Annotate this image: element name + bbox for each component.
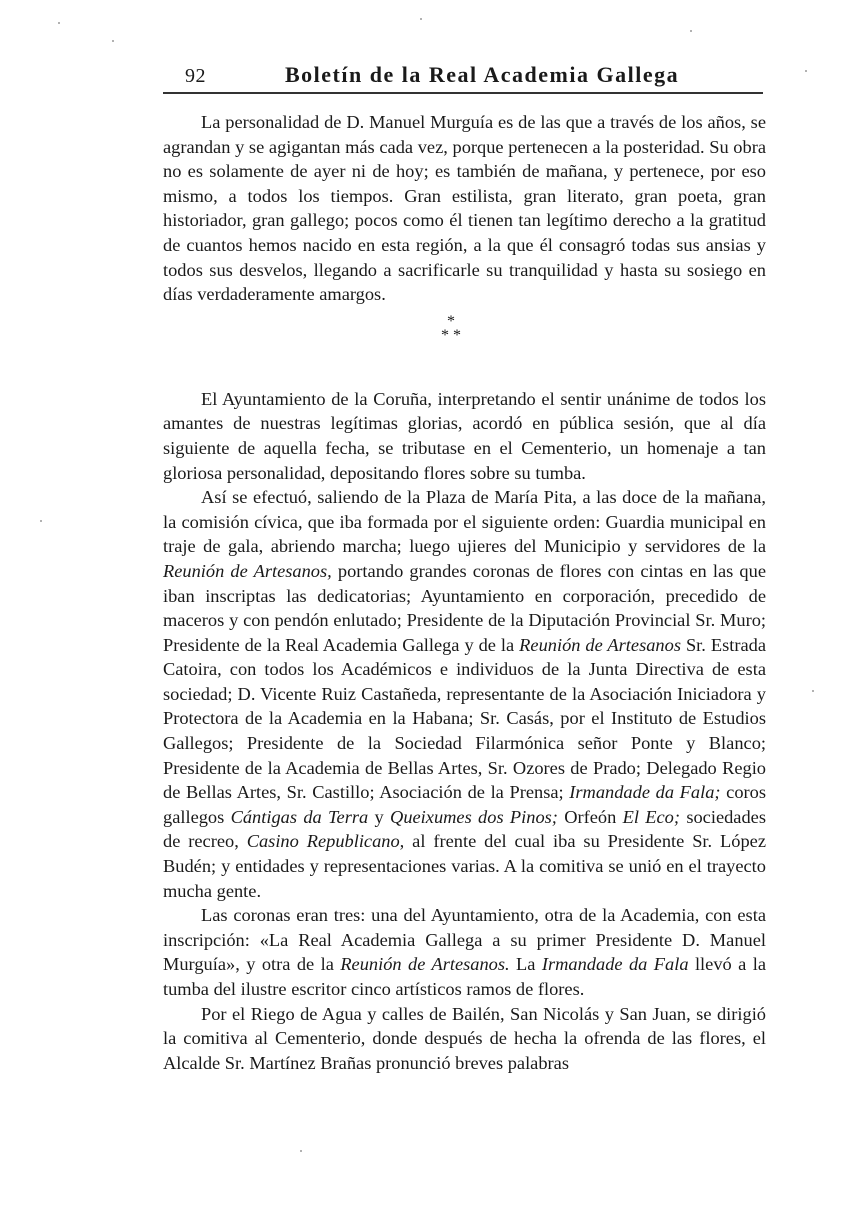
text-run: La: [509, 954, 542, 975]
asterism: * * *: [441, 312, 461, 344]
running-title: Boletín de la Real Academia Gallega: [285, 62, 680, 87]
paragraph-3: [163, 485, 766, 903]
page-header: [163, 58, 770, 94]
paper-speck: [58, 22, 60, 24]
text-run: y: [368, 806, 391, 827]
header-rule: [163, 92, 763, 94]
text-run: Las coronas eran tres: una del Ayuntamiento, otra de la Academia, con esta inscripción: «La Real Academia Gallega a su primer Presidente D. Manuel Murguía», y otra de la: [163, 905, 766, 975]
article-body: [163, 110, 766, 1075]
page-number: 92: [185, 65, 206, 87]
paper-speck: [805, 70, 807, 72]
text-run: portando grandes coronas de flores con cintas en las que iban inscriptas las dedicatorias; Ayuntamiento en corporación, precedido de maceros y con pendón enlutado; Presidente de la Diputación Provincial Sr. Muro; Presidente de la Real Academia Gallega y de la: [163, 560, 766, 655]
text-run: Así se efectuó, saliendo de la Plaza de María Pita, a las doce de la mañana, la comisión cívica, que iba formada por el siguiente orden: Guardia municipal en traje de gala, abriendo marcha; luego ujieres del Municipio y servidores de la: [163, 487, 766, 557]
italic-run: Queixumes dos Pinos;: [390, 806, 558, 827]
text-run: Sr. Estrada Catoira, con todos los Académicos e individuos de la Junta Directiva de esta sociedad; D. Vicente Ruiz Castañeda, representante de la Asociación Iniciadora y Protectora de la Academia en la Habana; Sr. Casás, por el Instituto de Estudios Gallegos; Presidente de la Sociedad Filarmónica señor Ponte y Blanco; Presidente de la Academia de Bellas Artes, Sr. Ozores de Prado; Delegado Regio de Bellas Artes, Sr. Castillo; Asociación de la Prensa;: [163, 634, 766, 803]
italic-run: Casino Republicano,: [246, 831, 405, 852]
italic-run: Reunión de Artesanos: [519, 634, 681, 655]
italic-run: Reunión de Artesanos.: [340, 954, 510, 975]
paper-speck: [112, 40, 114, 42]
section-break: [163, 307, 766, 387]
text-run: al frente del cual iba su Presidente Sr. López Budén; y entidades y representaciones varias. A la comitiva se unió en el trayecto mucha gente.: [163, 831, 766, 901]
paper-speck: [300, 1150, 302, 1152]
paper-speck: [40, 520, 42, 522]
paragraph-2: El Ayuntamiento de la Coruña, interpretando el sentir unánime de todos los amantes de nuestras legítimas glorias, acordó en pública sesión, que al día siguiente de aquella fecha, se tributase en el Cementerio, un homenaje a tan gloriosa personalidad, depositando flores sobre su tumba.: [163, 388, 766, 483]
text-run: coros gallegos: [163, 782, 766, 827]
text-run: llevó a la tumba del ilustre escritor cinco artísticos ramos de flores.: [163, 954, 766, 999]
italic-run: Irmandade da Fala: [541, 954, 689, 975]
italic-run: Irmandade da Fala;: [569, 782, 721, 803]
paper-speck: [812, 690, 814, 692]
text-run: Orfeón: [557, 806, 623, 827]
paper-speck: [690, 30, 692, 32]
italic-run: Cántigas da Terra: [230, 806, 369, 827]
paragraph-5: Por el Riego de Agua y calles de Bailén, San Nicolás y San Juan, se dirigió la comitiva al Cementerio, donde después de hecha la ofrenda de las flores, el Alcalde Sr. Martínez Brañas pronunció breves palabras: [163, 1003, 766, 1073]
italic-run: Reunión de Artesanos,: [163, 560, 332, 581]
italic-run: El Eco;: [622, 806, 681, 827]
paper-speck: [420, 18, 422, 20]
text-run: sociedades de recreo,: [163, 806, 766, 852]
paragraph-4: [163, 903, 766, 1001]
paragraph-1: La personalidad de D. Manuel Murguía es de las que a través de los años, se agrandan y se agigantan más cada vez, porque pertenecen a la posteridad. Su obra no es solamente de ayer ni de hoy; es también de mañana, y pertenece, por eso mismo, a todos los tiempos. Gran estilista, gran literato, gran poeta, gran historiador, gran gallego; pocos como él tienen tan legítimo derecho a la gratitud de cuantos hemos nacido en esta región, a la que él consagró todas sus ansias y todos sus desvelos, llegando a sacrificarle su tranquilidad y hasta su sosiego en días verdaderamente amargos.: [163, 112, 766, 305]
